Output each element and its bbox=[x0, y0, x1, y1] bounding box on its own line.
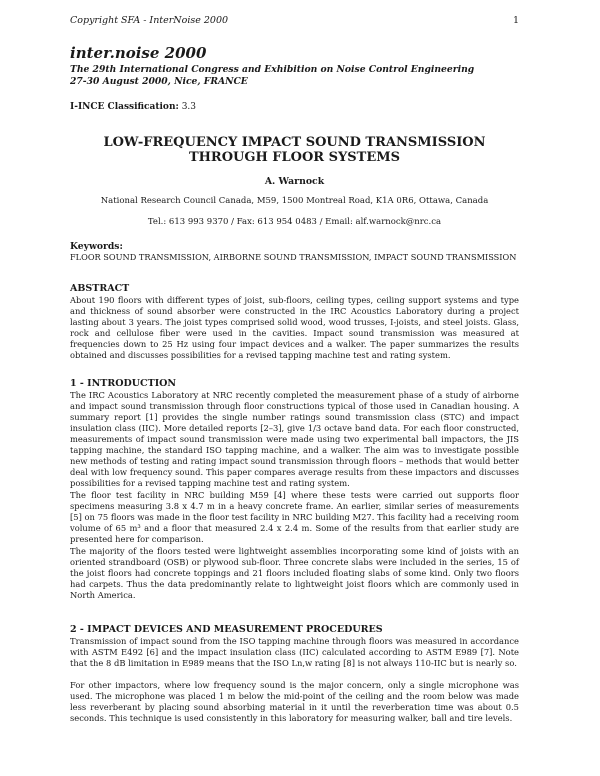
classification-label: I-INCE Classification: bbox=[70, 102, 179, 112]
section-2-paragraph-2: For other impactors, where low frequency sound is the major concern, only a single microphone was used. The microphone was placed 1 m below the mid-point of the ceiling and the room below was made less reverberant by placing sound absorbing material in it until the reverberation time was about 0.5 seconds. This technique is used consistently in this laboratory for measuring walker, ball and tire levels. bbox=[70, 680, 519, 724]
author-contact: Tel.: 613 993 9370 / Fax: 613 954 0483 / Email: alf.warnock@nrc.ca bbox=[147, 217, 442, 227]
section-2-heading: 2 - IMPACT DEVICES AND MEASUREMENT PROCEDURES bbox=[70, 624, 383, 635]
classification-value: 3.3 bbox=[181, 102, 197, 112]
section-1-paragraph-2: The floor test facility in NRC building M59 [4] where these tests were carried out supports floor specimens measuring 3.8 x 4.7 m in a heavy concrete frame. An earlier, similar series of measurements [5] on 75 floors was made in the floor test facility in NRC building M27. This facility had a receiving room volume of 65 m³ and a floor that measured 2.4 x 2.4 m. Some of the results from that earlier study are presented here for comparison. bbox=[70, 490, 519, 545]
section-1-heading: 1 - INTRODUCTION bbox=[70, 378, 177, 389]
paper-title-line-2: THROUGH FLOOR SYSTEMS bbox=[188, 150, 401, 165]
conference-line-1: The 29th International Congress and Exhibition on Noise Control Engineering bbox=[70, 64, 475, 75]
page-number: 1 bbox=[512, 15, 519, 26]
conference-subtitle bbox=[70, 64, 519, 88]
keywords-heading: Keywords: bbox=[70, 241, 123, 252]
keywords-text: FLOOR SOUND TRANSMISSION, AIRBORNE SOUND TRANSMISSION, IMPACT SOUND TRANSMISSION bbox=[70, 252, 517, 262]
section-1-paragraph-3: The majority of the floors tested were lightweight assemblies incorporating some kind of joists with an oriented strandboard (OSB) or plywood sub-floor. Three concrete slabs were included in the series, 15 of the joist floors had concrete toppings and 21 floors included floating slabs of some kind. Only two floors had carpets. Thus the data predominantly relate to lightweight joist floors which are commonly used in North America. bbox=[70, 546, 519, 601]
paper-title-line-1: LOW-FREQUENCY IMPACT SOUND TRANSMISSION bbox=[103, 135, 486, 150]
author-name: A. Warnock bbox=[264, 176, 325, 187]
section-2-paragraph-1: Transmission of impact sound from the ISO tapping machine through floors was measured in accordance with ASTM E492 [6] and the impact insulation class (IIC) calculated according to ASTM E989 [7]. Note that the 8 dB limitation in E989 means that the ISO Ln,w rating [8] is not always 110-IIC but is nearly so. bbox=[70, 636, 519, 669]
conference-title: inter.noise 2000 bbox=[70, 44, 207, 62]
copyright-text: Copyright SFA - InterNoise 2000 bbox=[70, 15, 229, 26]
classification bbox=[70, 102, 196, 112]
conference-line-2: 27-30 August 2000, Nice, FRANCE bbox=[70, 76, 248, 87]
author-affiliation: National Research Council Canada, M59, 1500 Montreal Road, K1A 0R6, Ottawa, Canada bbox=[100, 196, 489, 206]
running-header bbox=[70, 15, 519, 26]
abstract-heading: ABSTRACT bbox=[70, 283, 130, 294]
paper-title bbox=[70, 135, 519, 165]
section-1-paragraph-1: The IRC Acoustics Laboratory at NRC recently completed the measurement phase of a study of airborne and impact sound transmission through floor constructions typical of those used in Canadian housing. A summary report [1] provides the single number ratings sound transmission class (STC) and impact insulation class (IIC). More detailed reports [2–3], give 1/3 octave band data. For each floor constructed, measurements of impact sound transmission were made using two experimental ball impactors, the JIS tapping machine, the standard ISO tapping machine, and a walker. The aim was to investigate possible new methods of testing and rating impact sound transmission through floors – methods that would better deal with low frequency sound. This paper compares average results from these impactors and discusses possibilities for a revised tapping machine test and rating system. bbox=[70, 390, 519, 489]
abstract-text: About 190 floors with different types of joist, sub-floors, ceiling types, ceiling support systems and type and thickness of sound absorber were constructed in the IRC Acoustics Laboratory during a project lasting about 3 years. The joist types comprised solid wood, wood trusses, I-joists, and steel joists. Glass, rock and cellulose fiber were used in the cavities. Impact sound transmission was measured at frequencies down to 25 Hz using four impact devices and a walker. The paper summarizes the results obtained and discusses possibilities for a revised tapping machine test and rating system. bbox=[70, 295, 519, 361]
